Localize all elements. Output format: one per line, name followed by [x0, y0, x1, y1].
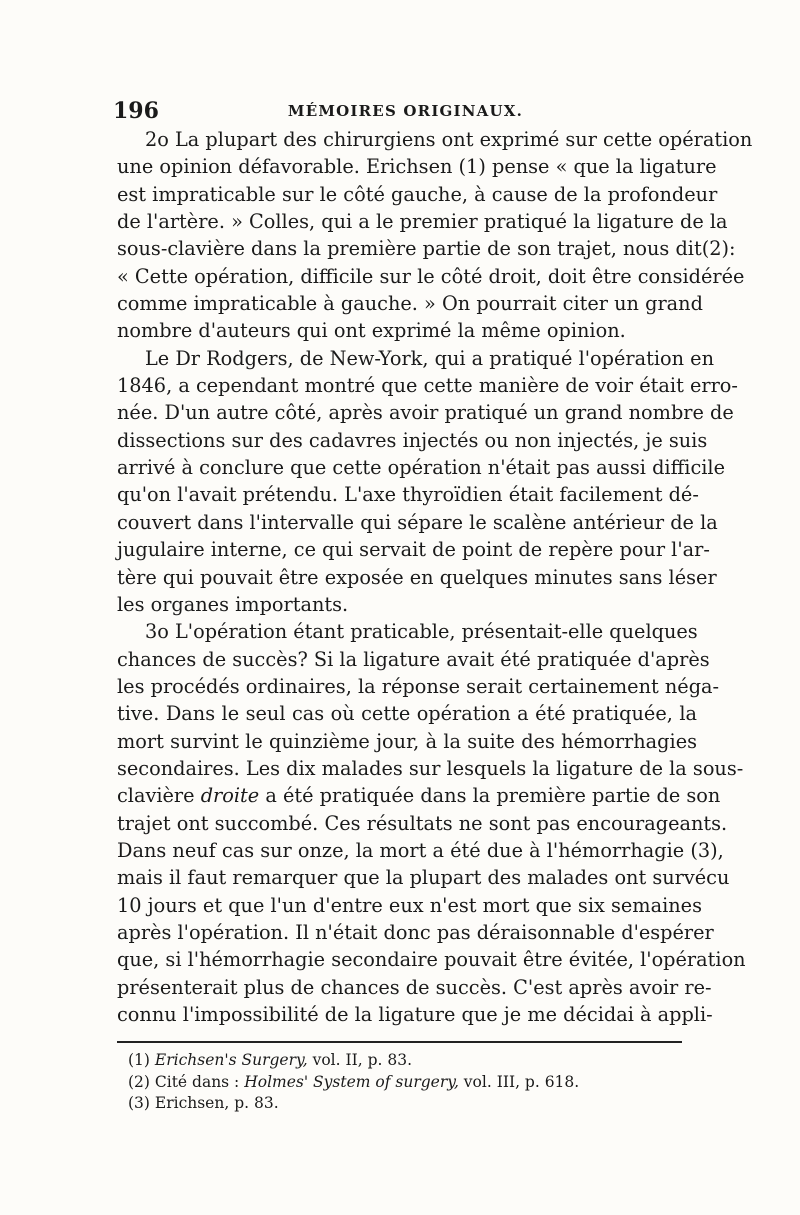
footnote-text: (2) Cité dans :	[128, 1072, 245, 1091]
text-line: jugulaire interne, ce qui servait de point de repère pour l'ar-	[117, 538, 710, 562]
page-header	[113, 98, 698, 122]
text-line: les organes importants.	[117, 592, 349, 616]
text-line: née. D'un autre côté, après avoir pratiqué un grand nombre de	[117, 401, 734, 425]
text-line: 10 jours et que l'un d'entre eux n'est mort que six semaines	[117, 893, 702, 917]
footnote-italic: Erichsen's Surgery,	[154, 1051, 308, 1069]
text-line: qu'on l'avait prétendu. L'axe thyroïdien était facilement dé-	[117, 483, 699, 507]
footnote-text: (3) Erichsen, p. 83.	[128, 1094, 279, 1112]
body-text	[117, 126, 753, 1028]
text-line: tive. Dans le seul cas où cette opération a été pratiquée, la	[117, 702, 697, 726]
footnote-text: vol. II, p. 83.	[307, 1051, 412, 1069]
text-line: les procédés ordinaires, la réponse serait certainement néga-	[117, 674, 720, 698]
text-line: chances de succès? Si la ligature avait été pratiquée d'après	[117, 647, 710, 671]
text-line: dissections sur des cadavres injectés ou non injectés, je suis	[117, 428, 708, 452]
text-line: « Cette opération, difficile sur le côté droit, doit être considérée	[117, 264, 745, 288]
text-line: secondaires. Les dix malades sur lesquels la ligature de la sous-	[117, 756, 744, 780]
text-line: arrivé à conclure que cette opération n'était pas aussi difficile	[117, 456, 725, 480]
text-line: 3o L'opération étant praticable, présentait-elle quelques	[145, 620, 698, 644]
text-line: nombre d'auteurs qui ont exprimé la même opinion.	[117, 319, 626, 343]
footnote	[128, 1072, 688, 1094]
footnote-text: (1)	[128, 1051, 155, 1069]
text-line: tère qui pouvait être exposée en quelques minutes sans léser	[117, 565, 717, 589]
text-line: Le Dr Rodgers, de New-York, qui a pratiqué l'opération en	[145, 346, 715, 370]
footnote	[128, 1050, 688, 1072]
text-line: que, si l'hémorrhagie secondaire pouvait être évitée, l'opération	[117, 948, 746, 972]
text-line: mais il faut remarquer que la plupart des malades ont survécu	[117, 866, 730, 890]
text-line: sous-clavière dans la première partie de son trajet, nous dit(2):	[117, 237, 736, 261]
text-line: couvert dans l'intervalle qui sépare le scalène antérieur de la	[117, 510, 718, 534]
running-title: MÉMOIRES ORIGINAUX.	[287, 102, 524, 120]
italic-text: droite	[200, 784, 260, 808]
text-line: de l'artère. » Colles, qui a le premier pratiqué la ligature de la	[117, 210, 728, 234]
text-line: Dans neuf cas sur onze, la mort a été due à l'hémorrhagie (3),	[117, 838, 724, 862]
footnote-italic: Holmes' System of surgery,	[244, 1072, 459, 1091]
text-line: est impraticable sur le côté gauche, à cause de la profondeur	[117, 182, 718, 206]
footnotes	[128, 1050, 688, 1115]
text-line: mort survint le quinzième jour, à la suite des hémorrhagies	[117, 729, 697, 753]
text-line: comme impraticable à gauche. » On pourrait citer un grand	[117, 292, 703, 316]
text-line: trajet ont succombé. Ces résultats ne sont pas encourageants.	[117, 811, 728, 835]
text-line	[117, 782, 721, 809]
text-line: une opinion défavorable. Erichsen (1) pense « que la ligature	[117, 155, 717, 179]
text-line: 1846, a cependant montré que cette manière de voir était erro-	[117, 374, 738, 398]
text-fragment: clavière	[117, 784, 201, 808]
page-number: 196	[113, 98, 159, 124]
text-line: connu l'impossibilité de la ligature que je me décidai à appli-	[117, 1003, 713, 1026]
footnote	[128, 1093, 688, 1115]
text-line: présenterait plus de chances de succès. C'est après avoir re-	[117, 975, 712, 999]
text-fragment: a été pratiquée dans la première partie de son	[259, 784, 721, 808]
text-line: après l'opération. Il n'était donc pas déraisonnable d'espérer	[117, 920, 714, 944]
footnote-rule	[117, 1041, 682, 1043]
footnote-text: vol. III, p. 618.	[458, 1072, 580, 1091]
text-line: 2o La plupart des chirurgiens ont exprimé sur cette opération	[145, 128, 753, 151]
